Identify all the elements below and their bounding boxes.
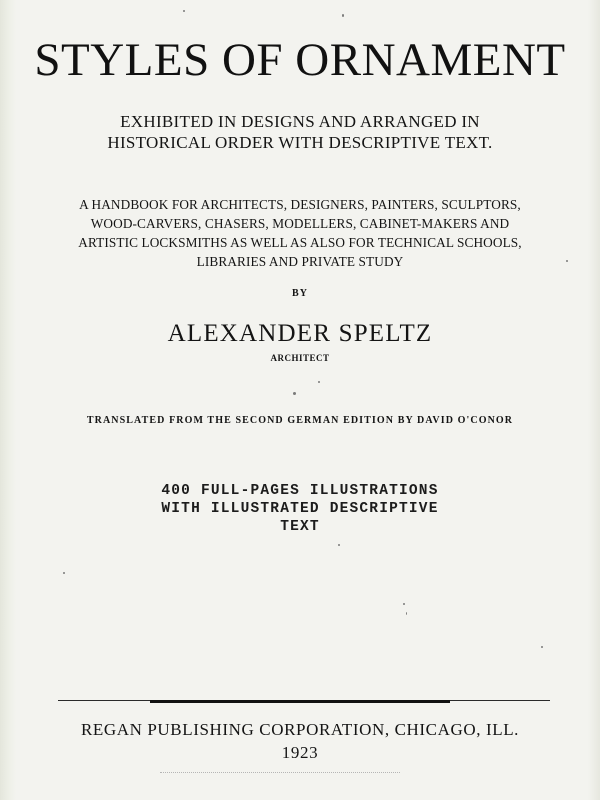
scan-speck [183, 10, 185, 12]
subtitle [0, 111, 600, 153]
scan-speck [566, 260, 568, 262]
handbook-line: A HANDBOOK FOR ARCHITECTS, DESIGNERS, PAINTERS, SCULPTORS, [79, 197, 521, 212]
book-title: STYLES OF ORNAMENT [34, 34, 566, 86]
scan-speck [406, 612, 407, 615]
scan-speck [342, 14, 344, 17]
scan-speck [541, 646, 543, 648]
author-role: ARCHITECT [270, 353, 330, 363]
scan-speck [293, 392, 296, 395]
illustrations-line: TEXT [280, 519, 320, 535]
illustrations-note [0, 482, 600, 536]
scan-speck [338, 544, 340, 546]
divider-rule-bold [150, 700, 450, 703]
faint-bleedthrough-line [160, 772, 400, 773]
scan-speck [403, 603, 405, 605]
illustrations-line: WITH ILLUSTRATED DESCRIPTIVE [161, 501, 439, 517]
handbook-line: LIBRARIES AND PRIVATE STUDY [196, 254, 404, 269]
author-name: ALEXANDER SPELTZ [167, 320, 433, 347]
illustrations-line: 400 FULL-PAGES ILLUSTRATIONS [161, 483, 439, 499]
scan-speck [63, 572, 65, 574]
publication-year: 1923 [281, 743, 319, 762]
publisher-line: REGAN PUBLISHING CORPORATION, CHICAGO, ILL. [80, 720, 520, 739]
subtitle-line: HISTORICAL ORDER WITH DESCRIPTIVE TEXT. [107, 133, 493, 152]
subtitle-line: EXHIBITED IN DESIGNS AND ARRANGED IN [120, 112, 480, 131]
handbook-line: ARTISTIC LOCKSMITHS AS WELL AS ALSO FOR TECHNICAL SCHOOLS, [78, 235, 522, 250]
handbook-description [0, 195, 600, 271]
by-label: BY [292, 288, 308, 299]
handbook-line: WOOD-CARVERS, CHASERS, MODELLERS, CABINET-MAKERS AND [90, 216, 510, 231]
scan-speck [318, 381, 320, 383]
translation-note: TRANSLATED FROM THE SECOND GERMAN EDITION BY DAVID O'CONOR [86, 415, 514, 426]
